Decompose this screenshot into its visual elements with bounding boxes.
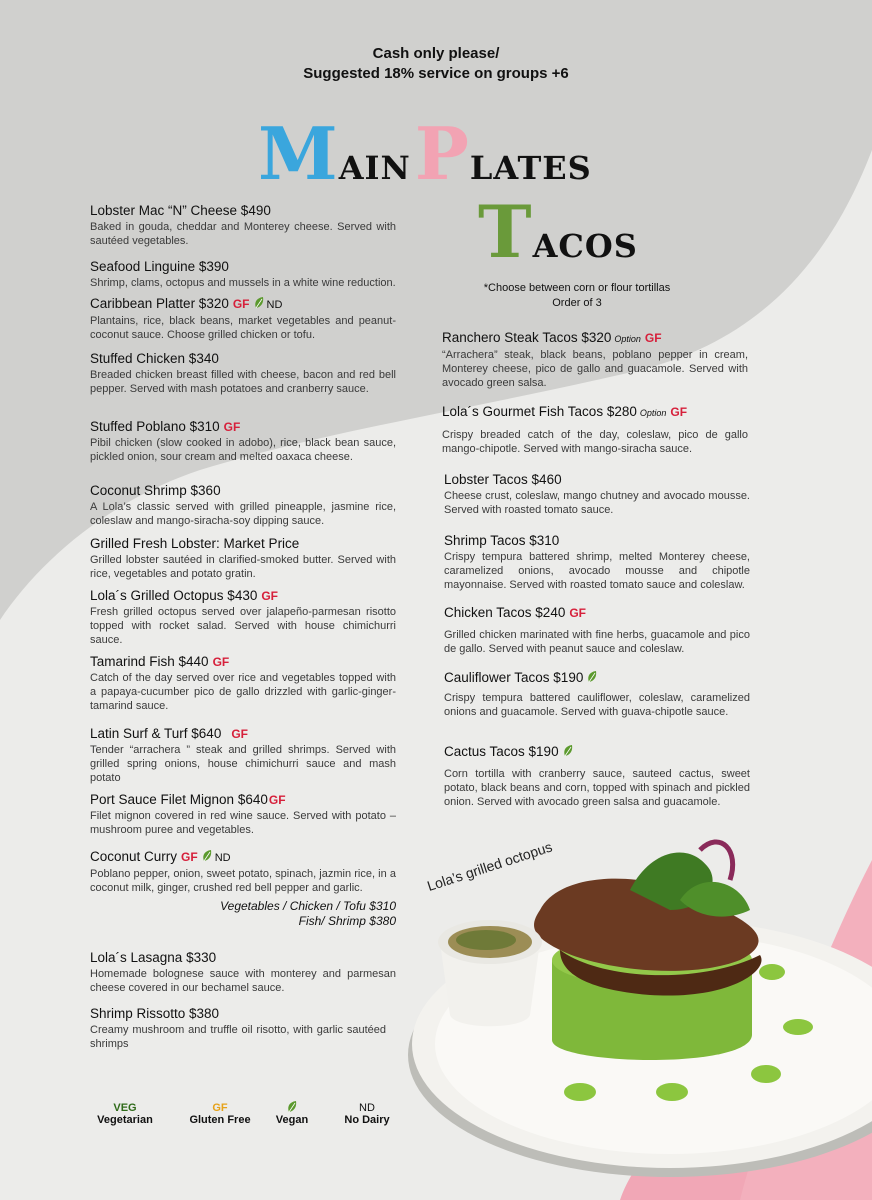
item-description: Pibil chicken (slow cooked in adobo), rice, black bean sauce, pickled onion, sour cream and melted oaxaca cheese.	[90, 437, 396, 463]
tortilla-choice: *Choose between corn or flour tortillas	[483, 282, 671, 294]
gluten-free-badge: GF	[569, 606, 587, 620]
gluten-free-badge: GF	[261, 589, 279, 603]
list-item	[442, 403, 748, 456]
item-name: Cauliflower Tacos $190	[444, 670, 584, 685]
list-item	[444, 532, 750, 592]
item-name: Stuffed Poblano $310	[90, 419, 220, 434]
option-label: Option	[639, 408, 667, 418]
legend-vegetarian	[93, 1102, 157, 1126]
item-description: Breaded chicken breast filled with cheese, bacon and red bell pepper. Served with mash potatoes and cranberry sauce.	[90, 369, 396, 395]
tacos-title	[478, 189, 638, 274]
item-description: Grilled chicken marinated with fine herbs, guacamole and pico de gallo. Served with peanut sauce and coleslaw.	[444, 629, 750, 655]
item-name: Lola´s Grilled Octopus $430	[90, 588, 258, 603]
list-item	[90, 587, 396, 647]
item-description: Crispy tempura battered cauliflower, coleslaw, caramelized onions and guacamole. Served with guava-chipotle sauce.	[444, 692, 750, 718]
list-item	[90, 258, 420, 290]
gluten-free-badge: GF	[181, 850, 198, 864]
item-name: Stuffed Chicken $340	[90, 351, 219, 366]
item-name: Seafood Linguine $390	[90, 259, 229, 274]
gluten-free-badge: GF	[231, 727, 249, 741]
list-item	[442, 329, 748, 390]
item-name: Chicken Tacos $240	[444, 605, 566, 620]
title-letter-m: M	[258, 111, 339, 196]
option-label: Option	[614, 334, 641, 344]
legend-vegan	[272, 1100, 312, 1126]
octopus-photo	[400, 830, 872, 1190]
list-item	[90, 653, 396, 713]
list-item	[90, 535, 396, 581]
list-item	[444, 669, 750, 719]
item-description: Shrimp, clams, octopus and mussels in a white wine reduction.	[90, 277, 396, 289]
list-item	[444, 471, 750, 517]
item-description: Cheese crust, coleslaw, mango chutney and avocado mousse. Served with roasted tomato sauce.	[444, 490, 750, 516]
item-description: Grilled lobster sautéed in clarified-smoked butter. Served with rice, vegetables and potato gratin.	[90, 554, 396, 580]
curry-price-veg: Vegetables / Chicken / Tofu $310	[220, 899, 396, 913]
item-name: Tamarind Fish $440	[90, 654, 209, 669]
photo-caption: Lola’s grilled octopus	[425, 838, 555, 894]
curry-prices	[90, 899, 396, 929]
gluten-free-badge: GF	[223, 420, 241, 434]
list-item	[90, 725, 396, 785]
item-name: Caribbean Platter $320	[90, 296, 229, 311]
curry-price-seafood: Fish/ Shrimp $380	[298, 914, 396, 928]
vegan-leaf-icon	[201, 849, 213, 863]
vegan-leaf-icon	[562, 744, 574, 758]
legend-label: Gluten Free	[189, 1114, 251, 1126]
item-description: Fresh grilled octopus served over jalapeño-parmesan risotto topped with rocket salad. Served with house chimichurri sauce.	[90, 606, 396, 646]
main-plates-title	[258, 111, 592, 196]
item-description: A Lola’s classic served with grilled pineapple, jasmine rice, coleslaw and mango-siracha-soy dipping sauce.	[90, 501, 396, 527]
item-description: Catch of the day served over rice and vegetables topped with a papaya-cucumber pico de gallo drizzled with garlic-ginger-tamarind sauce.	[90, 672, 396, 712]
gluten-free-badge: GF	[232, 297, 250, 311]
list-item	[90, 350, 396, 396]
vegan-leaf-icon	[253, 296, 265, 310]
item-name: Lola´s Gourmet Fish Tacos $280	[442, 404, 637, 419]
service-notice	[0, 44, 872, 84]
gluten-free-badge: GF	[670, 405, 688, 419]
item-name: Coconut Curry	[90, 849, 178, 864]
gluten-free-badge: GF	[644, 331, 662, 345]
vegan-leaf-icon	[286, 1100, 298, 1114]
item-description: Corn tortilla with cranberry sauce, sauteed cactus, sweet potato, black beans and corn, topped with spinach and pickled onion. Served with avocado green salsa and guacamole.	[444, 768, 750, 808]
item-description: “Arrachera” steak, black beans, poblano pepper in cream, Monterey cheese, pico de gallo and guacamole. Served with avocado green salsa.	[442, 349, 748, 389]
cash-only-note: Cash only please/	[372, 45, 500, 62]
title-letter-p: P	[414, 111, 470, 196]
order-size: Order of 3	[552, 297, 602, 309]
list-item	[90, 949, 396, 995]
legend-label: No Dairy	[344, 1114, 390, 1126]
gluten-free-badge: GF	[212, 655, 230, 669]
legend-label: Vegan	[275, 1114, 309, 1126]
list-item	[90, 418, 396, 464]
item-name: Lobster Tacos $460	[444, 472, 562, 487]
item-name: Lobster Mac “N” Cheese $490	[90, 203, 271, 218]
title-plates-rest: LATES	[469, 149, 592, 187]
legend-gluten-free	[185, 1102, 255, 1126]
service-charge-note: Suggested 18% service on groups +6	[303, 65, 569, 82]
legend-label: Vegetarian	[97, 1114, 153, 1126]
item-description: Poblano pepper, onion, sweet potato, spinach, jazmin rice, in a coconut milk, ginger, crushed red bell pepper and garlic.	[90, 868, 396, 894]
list-item	[90, 848, 396, 929]
list-item	[90, 791, 396, 837]
item-description: Crispy breaded catch of the day, coleslaw, pico de gallo mango-chipotle. Served with mango-siracha sauce.	[442, 429, 748, 455]
item-description: Baked in gouda, cheddar and Monterey cheese. Served with sautéed vegetables.	[90, 221, 396, 247]
item-description: Creamy mushroom and truffle oil risotto, with garlic sautéed shrimps	[90, 1024, 386, 1050]
item-description: Tender “arrachera ” steak and grilled shrimps. Served with grilled spring onions, house chimichurri sauce and mash potato	[90, 744, 396, 784]
item-name: Coconut Shrimp $360	[90, 483, 221, 498]
list-item	[90, 1005, 386, 1051]
item-name: Ranchero Steak Tacos $320	[442, 330, 612, 345]
item-name: Lola´s Lasagna $330	[90, 950, 217, 965]
item-name: Shrimp Rissotto $380	[90, 1006, 220, 1021]
legend-code: ND	[359, 1102, 375, 1114]
item-description: Homemade bolognese sauce with monterey and parmesan cheese covered in our bechamel sauce.	[90, 968, 396, 994]
gluten-free-badge: GF	[268, 793, 286, 807]
legend-code: VEG	[113, 1102, 137, 1114]
no-dairy-badge: ND	[214, 852, 231, 864]
list-item	[90, 202, 396, 248]
item-name: Latin Surf & Turf $640	[90, 726, 222, 741]
vegan-leaf-icon	[586, 670, 598, 684]
item-name: Grilled Fresh Lobster: Market Price	[90, 536, 300, 551]
list-item	[444, 604, 750, 656]
list-item	[90, 482, 396, 528]
tortilla-note	[460, 281, 694, 311]
item-name: Shrimp Tacos $310	[444, 533, 560, 548]
title-letter-t: T	[478, 189, 533, 274]
list-item	[90, 295, 396, 342]
item-description: Filet mignon covered in red wine sauce. Served with potato –mushroom puree and vegetables.	[90, 810, 396, 836]
title-main-rest: AIN	[338, 149, 411, 187]
title-tacos-rest: ACOS	[532, 227, 638, 265]
item-name: Cactus Tacos $190	[444, 744, 559, 759]
item-name: Port Sauce Filet Mignon $640	[90, 792, 268, 807]
list-item	[444, 743, 750, 809]
item-description: Plantains, rice, black beans, market vegetables and peanut-coconut sauce. Choose grilled chicken or tofu.	[90, 315, 396, 341]
no-dairy-badge: ND	[266, 299, 283, 311]
item-description: Crispy tempura battered shrimp, melted Monterey cheese, caramelized onions, avocado mousse and chipotle mayonnaise. Served with roasted tomato sauce and coleslaw.	[444, 551, 750, 591]
legend-code: GF	[212, 1102, 228, 1114]
legend-no-dairy	[337, 1102, 397, 1126]
